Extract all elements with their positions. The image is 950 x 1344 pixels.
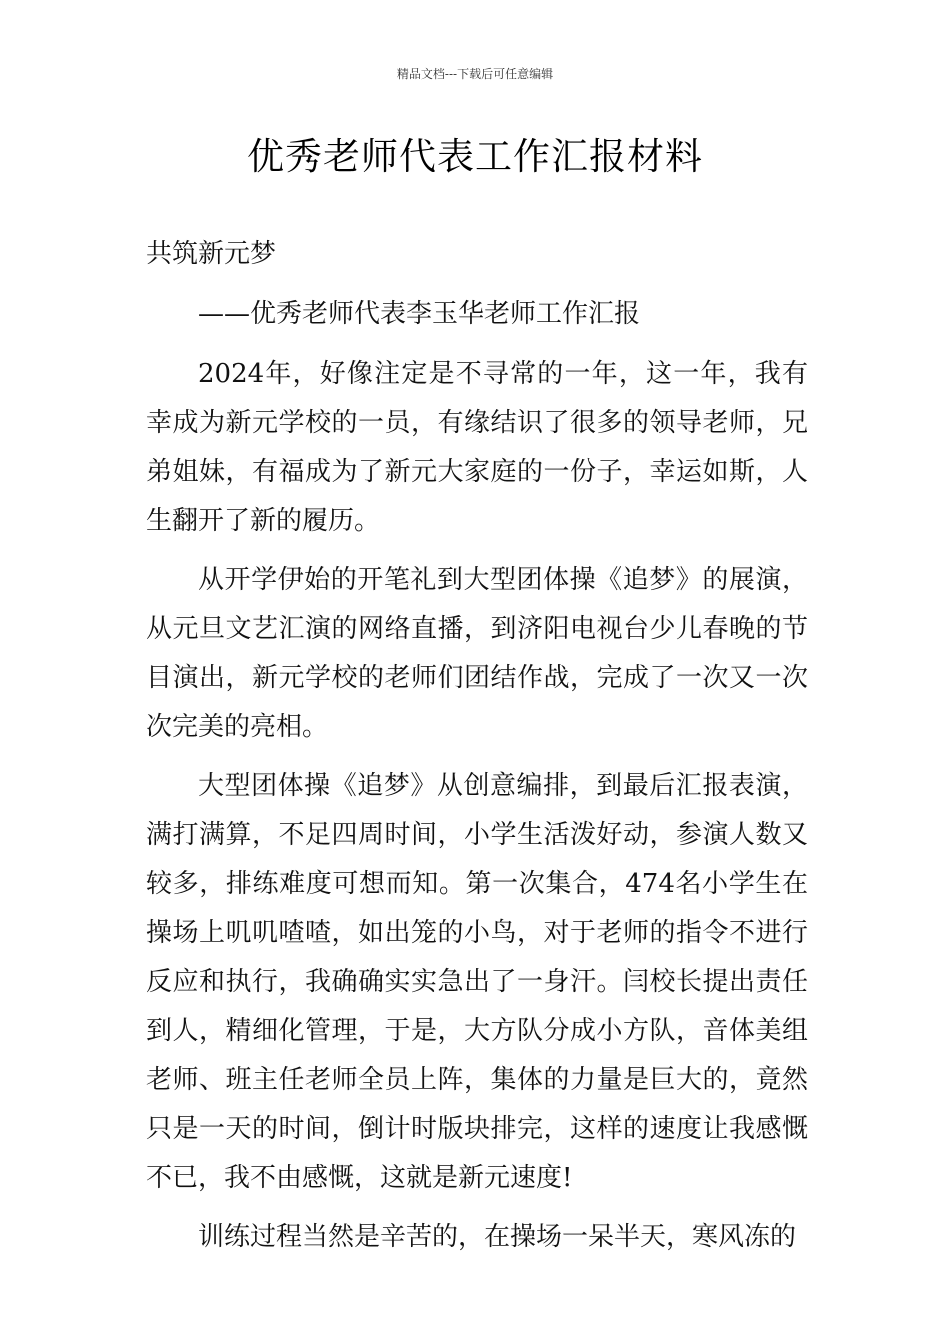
document-title: 优秀老师代表工作汇报材料 xyxy=(247,135,703,178)
header-note: 精品文档---下载后可任意编辑 xyxy=(396,67,554,81)
paragraph-3: 大型团体操《追梦》从创意编排，到最后汇报表演，满打满算，不足四周时间，小学生活泼好动，参演人数又较多，排练难度可想而知。第一次集合，474名小学生在操场上叽叽喳喳，如出笼的小鸟，对于老师的指令不进行反应和执行，我确确实实急出了一身汗。闫校长提出责任到人，精细化管理，于是，大方队分成小方队，音体美组老师、班主任老师全员上阵，集体的力量是巨大的，竟然只是一天的时间，倒计时版块排完，这样的速度让我感慨不已，我不由感慨，这就是新元速度! xyxy=(146,771,808,1193)
section-subtitle: ——优秀老师代表李玉华老师工作汇报 xyxy=(198,299,641,329)
paragraph-1: 2024年，好像注定是不寻常的一年，这一年，我有幸成为新元学校的一员，有缘结识了很多的领导老师，兄弟姐妹，有福成为了新元大家庭的一份子，幸运如斯，人生翻开了新的履历。 xyxy=(146,359,808,536)
paragraph-2: 从开学伊始的开笔礼到大型团体操《追梦》的展演，从元旦文艺汇演的网络直播，到济阳电视台少儿春晚的节目演出，新元学校的老师们团结作战，完成了一次又一次次完美的亮相。 xyxy=(146,565,808,742)
section-heading: 共筑新元梦 xyxy=(146,239,277,269)
document-body xyxy=(146,230,808,1262)
paragraph-4: 训练过程当然是辛苦的，在操场一呆半天，寒风冻的 xyxy=(198,1222,797,1252)
